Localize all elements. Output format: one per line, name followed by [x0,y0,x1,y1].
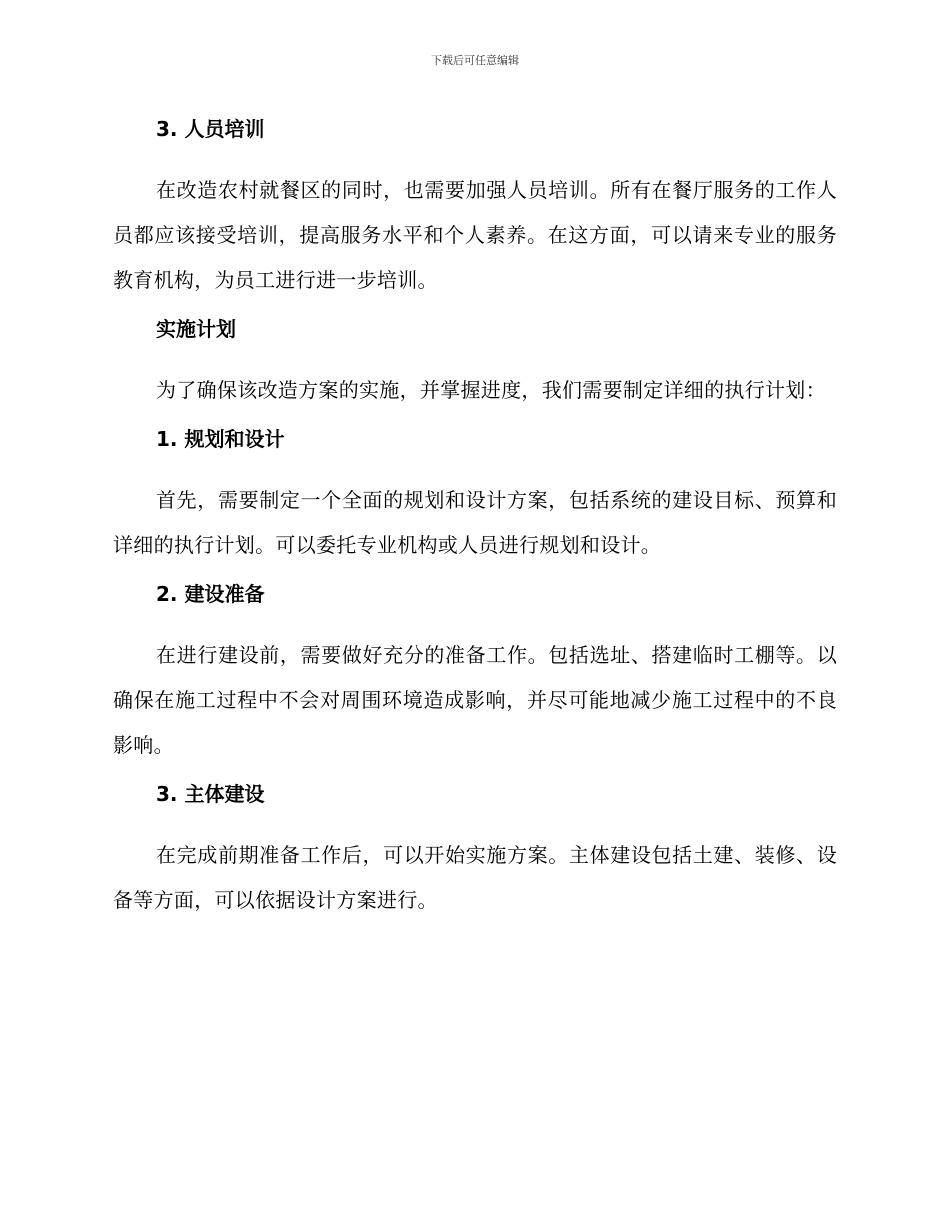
document-body [113,111,837,931]
section-implementation-plan [113,311,837,421]
page-header: 下载后可任意编辑 [431,54,519,67]
section-paragraph: 首先，需要制定一个全面的规划和设计方案，包括系统的建设目标、预算和详细的执行计划。可以委托专业机构或人员进行规划和设计。 [113,488,837,557]
section-paragraph: 在进行建设前，需要做好充分的准备工作。包括选址、搭建临时工棚等。以确保在施工过程中不会对周围环境造成影响，并尽可能地减少施工过程中的不良影响。 [113,643,837,757]
section-paragraph: 在完成前期准备工作后，可以开始实施方案。主体建设包括土建、装修、设备等方面，可以依据设计方案进行。 [113,843,837,912]
section-heading: 3. 主体建设 [156,782,265,806]
section-heading: 实施计划 [156,317,236,341]
section-heading: 1. 规划和设计 [156,427,285,451]
section-construction-prep [113,576,837,776]
section-heading: 3. 人员培训 [156,117,265,141]
section-paragraph: 在改造农村就餐区的同时，也需要加强人员培训。所有在餐厅服务的工作人员都应该接受培训，提高服务水平和个人素养。在这方面，可以请来专业的服务教育机构，为员工进行进一步培训。 [113,178,837,292]
section-paragraph: 为了确保该改造方案的实施，并掌握进度，我们需要制定详细的执行计划： [156,378,826,402]
section-main-construction [113,776,837,931]
section-planning-design [113,421,837,576]
section-staff-training [113,111,837,311]
section-heading: 2. 建设准备 [156,582,265,606]
